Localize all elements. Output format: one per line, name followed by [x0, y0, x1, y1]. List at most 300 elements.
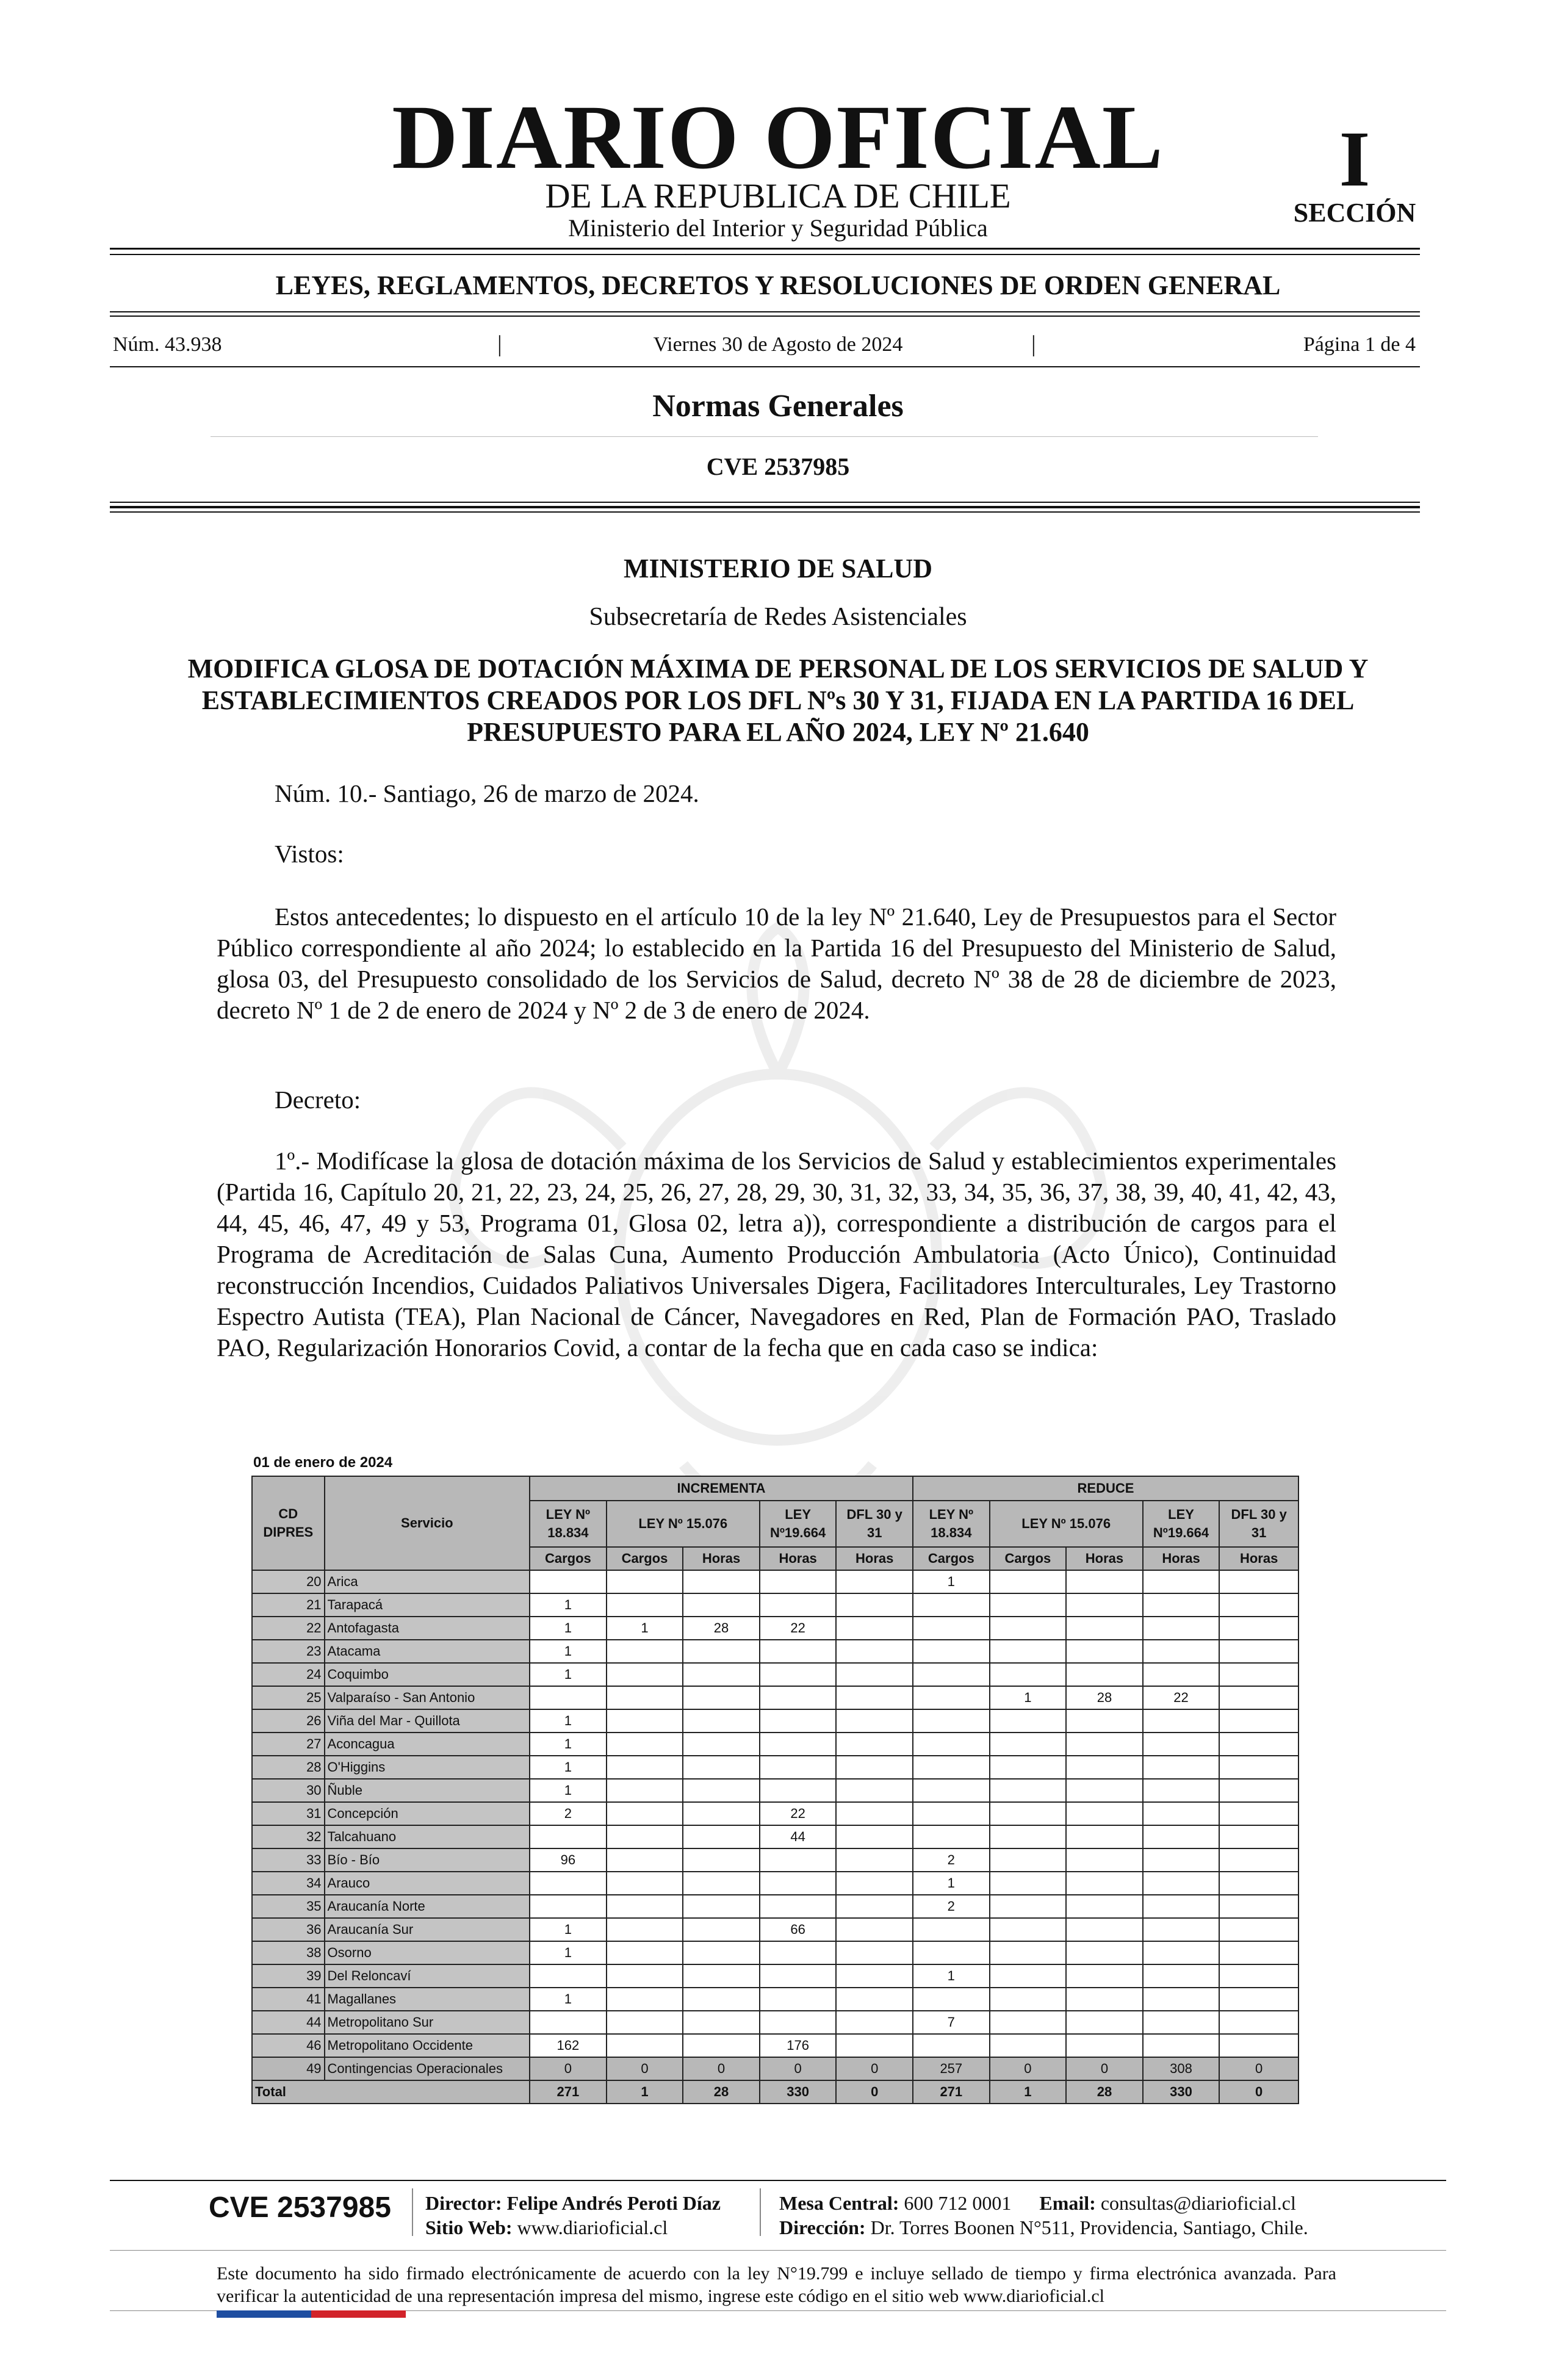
table-row — [252, 1709, 1298, 1733]
cell-value — [1066, 1779, 1143, 1802]
cell-value — [836, 1709, 913, 1733]
cell-value — [1219, 1617, 1298, 1640]
cell-value — [1219, 1802, 1298, 1825]
cell-value — [683, 1848, 760, 1872]
cell-value — [1143, 1802, 1220, 1825]
cell-value — [683, 1593, 760, 1617]
cell-value: 176 — [760, 2034, 837, 2057]
table-row — [252, 1640, 1298, 1663]
cell-value: 1 — [530, 1988, 607, 2011]
cell-value — [1066, 1802, 1143, 1825]
cell-value — [760, 1733, 837, 1756]
cell-value: 1 — [530, 1941, 607, 1964]
cell-value — [1143, 1848, 1220, 1872]
table-body — [252, 1570, 1298, 2104]
cell-value — [760, 1895, 837, 1918]
cell-value: 0 — [990, 2057, 1067, 2080]
masthead-rule-bottom — [110, 254, 1420, 255]
table-row — [252, 1941, 1298, 1964]
vistos-label: Vistos: — [275, 840, 344, 868]
col-servicio: Servicio — [325, 1476, 530, 1570]
email-link[interactable]: consultas@diarioficial.cl — [1100, 2192, 1296, 2214]
cell-value — [1066, 1570, 1143, 1593]
cell-value — [1143, 1593, 1220, 1617]
cell-cd: 32 — [252, 1825, 325, 1848]
cell-value — [760, 1663, 837, 1686]
cell-value — [530, 1825, 607, 1848]
cell-value — [1143, 1779, 1220, 1802]
cell-value — [913, 1825, 990, 1848]
cell-cd: 33 — [252, 1848, 325, 1872]
meta-rule — [110, 366, 1420, 367]
cell-value — [607, 1756, 683, 1779]
cell-cd: 24 — [252, 1663, 325, 1686]
cell-value — [607, 2034, 683, 2057]
cell-value: 1 — [607, 1617, 683, 1640]
address: Dr. Torres Boonen N°511, Providencia, Santiago, Chile. — [870, 2216, 1308, 2238]
cell-value — [1219, 1779, 1298, 1802]
cell-servicio: Coquimbo — [325, 1663, 530, 1686]
cell-value — [836, 1848, 913, 1872]
cell-cd: 39 — [252, 1964, 325, 1988]
cell-value — [1066, 1825, 1143, 1848]
cell-value — [836, 1779, 913, 1802]
ministry-name: MINISTERIO DE SALUD — [623, 554, 933, 583]
cell-value: 1 — [530, 1593, 607, 1617]
cell-servicio: Osorno — [325, 1941, 530, 1964]
law-header: LEY Nº 18.834 — [913, 1501, 990, 1547]
cell-servicio: Ñuble — [325, 1779, 530, 1802]
cell-value — [1066, 1617, 1143, 1640]
cell-value — [836, 2011, 913, 2034]
header-rule-2 — [110, 506, 1420, 508]
cell-value — [607, 1733, 683, 1756]
cell-servicio: Talcahuano — [325, 1825, 530, 1848]
masthead-title: DIARIO OFICIAL — [392, 87, 1164, 188]
cell-value — [836, 1617, 913, 1640]
cell-value: 330 — [760, 2080, 837, 2104]
law-header: DFL 30 y 31 — [836, 1501, 913, 1547]
cell-cd: 28 — [252, 1756, 325, 1779]
cell-value — [683, 1709, 760, 1733]
cell-value — [760, 1988, 837, 2011]
cell-value — [990, 2034, 1067, 2057]
cell-value: 1 — [990, 2080, 1067, 2104]
col-cd-dipres: CD DIPRES — [252, 1476, 325, 1570]
cell-value — [607, 1918, 683, 1941]
cell-value — [1219, 1756, 1298, 1779]
cell-value — [1143, 1617, 1220, 1640]
cell-value — [990, 1802, 1067, 1825]
cell-value — [530, 2011, 607, 2034]
cell-value — [990, 1709, 1067, 1733]
header-rule-1 — [110, 502, 1420, 503]
law-header: LEY Nº 18.834 — [530, 1501, 607, 1547]
category-rule-top — [110, 311, 1420, 312]
cell-value — [990, 2011, 1067, 2034]
cell-value — [836, 1825, 913, 1848]
cell-cd: 27 — [252, 1733, 325, 1756]
cell-value — [1143, 1733, 1220, 1756]
cell-servicio: Antofagasta — [325, 1617, 530, 1640]
issue-number: Núm. 43.938 — [113, 333, 222, 356]
meta-separator: | — [497, 331, 502, 357]
cell-value: 0 — [683, 2057, 760, 2080]
cell-value — [1219, 1895, 1298, 1918]
cell-value — [1219, 1872, 1298, 1895]
cell-value — [1066, 1663, 1143, 1686]
cell-value — [990, 1988, 1067, 2011]
cell-value — [683, 2034, 760, 2057]
cell-value — [990, 1895, 1067, 1918]
document-title: MODIFICA GLOSA DE DOTACIÓN MÁXIMA DE PERSONAL DE LOS SERVICIOS DE SALUD Y ESTABLECIMIENTOS CREADOS POR LOS DFL Nºs 30 Y 31, FIJADA EN LA PARTIDA 16 DEL PRESUPUESTO PARA EL AÑO 2024, LEY Nº 21.640 — [187, 654, 1369, 747]
cell-value — [990, 1941, 1067, 1964]
cell-value — [913, 1686, 990, 1709]
footer-divider — [760, 2188, 761, 2236]
unit-header: Horas — [1066, 1547, 1143, 1570]
cell-value — [1219, 1825, 1298, 1848]
cell-value — [836, 2034, 913, 2057]
cell-value — [607, 2011, 683, 2034]
subsecretaria: Subsecretaría de Redes Asistenciales — [589, 603, 967, 631]
site-link[interactable]: www.diarioficial.cl — [517, 2216, 668, 2238]
cell-value — [683, 1686, 760, 1709]
cell-value — [1066, 1848, 1143, 1872]
cell-value — [990, 1872, 1067, 1895]
cell-value — [683, 1756, 760, 1779]
table-row — [252, 1756, 1298, 1779]
law-header: LEY Nº19.664 — [760, 1501, 837, 1547]
cell-value: 1 — [530, 1709, 607, 1733]
cell-value: 1 — [913, 1570, 990, 1593]
cell-value — [607, 1872, 683, 1895]
cell-value — [836, 1686, 913, 1709]
cell-value — [683, 1825, 760, 1848]
dotacion-table — [251, 1476, 1299, 2104]
cell-value — [607, 1988, 683, 2011]
cell-cd: 23 — [252, 1640, 325, 1663]
cell-value — [1143, 1964, 1220, 1988]
cell-servicio: Viña del Mar - Quillota — [325, 1709, 530, 1733]
cell-value — [990, 1640, 1067, 1663]
cell-value — [1219, 1733, 1298, 1756]
cell-value: 28 — [1066, 1686, 1143, 1709]
cell-value — [913, 1709, 990, 1733]
cell-value — [1066, 1918, 1143, 1941]
cell-value — [1143, 1663, 1220, 1686]
cell-value — [530, 1872, 607, 1895]
unit-header: Cargos — [913, 1547, 990, 1570]
cell-value — [683, 2011, 760, 2034]
article-1: 1º.- Modifícase la glosa de dotación máxima de los Servicios de Salud y establecimientos experimentales (Partida 16, Capítulo 20, 21, 22, 23, 24, 25, 26, 27, 28, 29, 30, 31, 32, 33, 34, 35, 36, 37, 38, 39, 40, 41, 42, 43, 44, 45, 46, 47, 49 y 53, Programa 01, Glosa 02, letra a)), correspondiente a distribución de cargos para el Programa de Acreditación de Salas Cuna, Aumento Producción Ambulatoria (Acto Único), Continuidad reconstrucción Incendios, Cuidados Paliativos Universales Digera, Facilitadores Interculturales, Ley Trastorno Espectro Autista (TEA), Plan Nacional de Cáncer, Navegadores en Red, Plan de Formación PAO, Traslado PAO, Regularización Honorarios Covid, a contar de la fecha que en cada caso se indica: — [217, 1147, 1336, 1361]
cell-value — [836, 1964, 913, 1988]
table-row — [252, 2057, 1298, 2080]
cell-value: 0 — [1219, 2080, 1298, 2104]
cell-cd: 25 — [252, 1686, 325, 1709]
cell-value — [1219, 1941, 1298, 1964]
vistos-text: Estos antecedentes; lo dispuesto en el artículo 10 de la ley Nº 21.640, Ley de Presupuestos para el Sector Público correspondiente al año 2024; lo establecido en la Partida 16 del Presupuesto del Ministerio de Salud, glosa 03, del Presupuesto consolidado de los Servicios de Salud, decreto Nº 38 de 28 de diciembre de 2023, decreto Nº 1 de 2 de enero de 2024 y Nº 2 de 3 de enero de 2024. — [217, 903, 1336, 1024]
cve-code: CVE 2537985 — [706, 453, 850, 480]
cell-value — [683, 1964, 760, 1988]
cell-value — [1143, 2011, 1220, 2034]
cell-cd: 38 — [252, 1941, 325, 1964]
cell-value — [913, 1640, 990, 1663]
mesa-label: Mesa Central: — [779, 2192, 899, 2214]
cell-value — [836, 1756, 913, 1779]
cell-value: 1 — [530, 1918, 607, 1941]
cell-value: 0 — [760, 2057, 837, 2080]
cell-value: 330 — [1143, 2080, 1220, 2104]
cell-value — [836, 1895, 913, 1918]
cell-value — [760, 1709, 837, 1733]
cell-value: 1 — [607, 2080, 683, 2104]
section-label: SECCIÓN — [1293, 198, 1416, 228]
cell-value — [1219, 1640, 1298, 1663]
cell-value — [913, 1988, 990, 2011]
table-row — [252, 1570, 1298, 1593]
cell-value — [1066, 2034, 1143, 2057]
cell-cd: 49 — [252, 2057, 325, 2080]
cell-value — [530, 1895, 607, 1918]
cell-value: 0 — [1219, 2057, 1298, 2080]
cell-value: 271 — [530, 2080, 607, 2104]
director-name: Felipe Andrés Peroti Díaz — [506, 2192, 721, 2214]
cell-value — [760, 1848, 837, 1872]
cell-value — [760, 1593, 837, 1617]
cell-value — [1219, 1663, 1298, 1686]
cell-servicio: Valparaíso - San Antonio — [325, 1686, 530, 1709]
section-heading-rule — [211, 436, 1318, 437]
cell-value — [683, 1640, 760, 1663]
footer-cve-code: CVE 2537985 — [209, 2191, 391, 2224]
unit-header: Horas — [683, 1547, 760, 1570]
cell-value — [1066, 1640, 1143, 1663]
table-row — [252, 1733, 1298, 1756]
table-row — [252, 1779, 1298, 1802]
cell-value: 308 — [1143, 2057, 1220, 2080]
footer-rule-top — [110, 2180, 1446, 2181]
cell-value — [607, 1779, 683, 1802]
table-row — [252, 1964, 1298, 1988]
cell-value — [990, 1779, 1067, 1802]
cell-value — [1143, 1825, 1220, 1848]
cell-value — [1143, 1640, 1220, 1663]
footer-disclaimer: Este documento ha sido firmado electrónicamente de acuerdo con la ley N°19.799 e incluye sellado de tiempo y firma electrónica avanzada. Para verificar la autenticidad de una representación impresa del mismo, ingrese este código en el sitio web www.diarioficial.cl — [217, 2263, 1336, 2306]
table-row — [252, 1872, 1298, 1895]
cell-value — [1143, 1756, 1220, 1779]
cell-value: 0 — [836, 2057, 913, 2080]
cell-value — [1066, 1872, 1143, 1895]
cell-value — [990, 1663, 1067, 1686]
cell-value — [760, 1964, 837, 1988]
cell-value: 22 — [760, 1802, 837, 1825]
cell-value: 1 — [530, 1756, 607, 1779]
cell-value: 0 — [530, 2057, 607, 2080]
cell-servicio: Atacama — [325, 1640, 530, 1663]
cell-value — [990, 1848, 1067, 1872]
table-row — [252, 1593, 1298, 1617]
cell-value — [530, 1570, 607, 1593]
cell-cd: 31 — [252, 1802, 325, 1825]
cell-servicio: Metropolitano Occidente — [325, 2034, 530, 2057]
cell-cd: 44 — [252, 2011, 325, 2034]
cell-value — [1143, 1895, 1220, 1918]
cell-value — [683, 1895, 760, 1918]
category-rule-bottom — [110, 316, 1420, 317]
cell-value: 1 — [530, 1733, 607, 1756]
group-reduce: REDUCE — [913, 1476, 1298, 1501]
cell-value: 1 — [530, 1617, 607, 1640]
cell-value — [1143, 1941, 1220, 1964]
cell-value — [1066, 1733, 1143, 1756]
decree-number-line: Núm. 10.- Santiago, 26 de marzo de 2024. — [275, 779, 699, 807]
cell-value: 22 — [760, 1617, 837, 1640]
unit-header: Cargos — [607, 1547, 683, 1570]
cell-value — [683, 1918, 760, 1941]
cell-value: 0 — [607, 2057, 683, 2080]
cell-servicio: Concepción — [325, 1802, 530, 1825]
masthead-ministry: Ministerio del Interior y Seguridad Pública — [568, 214, 988, 242]
table-row — [252, 1895, 1298, 1918]
decreto-label: Decreto: — [275, 1086, 361, 1114]
table-row — [252, 1686, 1298, 1709]
cell-value — [990, 1617, 1067, 1640]
cell-value — [760, 1779, 837, 1802]
cell-value — [913, 1802, 990, 1825]
cell-value — [836, 1570, 913, 1593]
cell-value — [1066, 2011, 1143, 2034]
unit-header: Horas — [1219, 1547, 1298, 1570]
cell-value — [607, 1941, 683, 1964]
cell-value — [990, 1570, 1067, 1593]
cell-value — [683, 1779, 760, 1802]
group-incrementa: INCREMENTA — [530, 1476, 913, 1501]
cell-value — [607, 1570, 683, 1593]
cell-value — [1066, 1895, 1143, 1918]
cell-value — [913, 1617, 990, 1640]
cell-value: 2 — [913, 1895, 990, 1918]
law-header: DFL 30 y 31 — [1219, 1501, 1298, 1547]
cell-cd: 46 — [252, 2034, 325, 2057]
cell-value — [1219, 1593, 1298, 1617]
flag-stripe-red — [311, 2310, 406, 2318]
cell-value — [607, 1640, 683, 1663]
cell-servicio: Araucanía Sur — [325, 1918, 530, 1941]
cell-value: 66 — [760, 1918, 837, 1941]
law-header: LEY Nº 15.076 — [607, 1501, 760, 1547]
cell-value — [683, 1663, 760, 1686]
cell-servicio: Del Reloncaví — [325, 1964, 530, 1988]
cell-cd: 21 — [252, 1593, 325, 1617]
cell-value: 1 — [530, 1663, 607, 1686]
cell-value — [683, 1570, 760, 1593]
cell-servicio: Bío - Bío — [325, 1848, 530, 1872]
cell-value — [683, 1988, 760, 2011]
law-header: LEY Nº 15.076 — [990, 1501, 1143, 1547]
cell-value: 271 — [913, 2080, 990, 2104]
footer-rule-mid — [110, 2250, 1446, 2251]
cell-value — [1219, 2034, 1298, 2057]
cell-value: 2 — [913, 1848, 990, 1872]
cell-value — [683, 1733, 760, 1756]
unit-header: Horas — [760, 1547, 837, 1570]
table-row — [252, 1617, 1298, 1640]
cell-value — [530, 1686, 607, 1709]
director-label: Director: — [425, 2192, 502, 2214]
cell-value — [1066, 1941, 1143, 1964]
table-row — [252, 1988, 1298, 2011]
cell-value: 44 — [760, 1825, 837, 1848]
table-row — [252, 1663, 1298, 1686]
page-indicator: Página 1 de 4 — [1303, 333, 1416, 356]
issue-date: Viernes 30 de Agosto de 2024 — [653, 333, 903, 356]
cell-value — [530, 1964, 607, 1988]
cell-value: 96 — [530, 1848, 607, 1872]
cell-cd: 22 — [252, 1617, 325, 1640]
cell-value — [913, 1941, 990, 1964]
table-row — [252, 1825, 1298, 1848]
cell-value — [607, 1848, 683, 1872]
table-total-row — [252, 2080, 1298, 2104]
cell-servicio: Araucanía Norte — [325, 1895, 530, 1918]
table-row — [252, 1802, 1298, 1825]
cell-value: 1 — [990, 1686, 1067, 1709]
cell-value — [913, 1779, 990, 1802]
table-row — [252, 2034, 1298, 2057]
cell-value — [990, 1825, 1067, 1848]
cell-value — [836, 1988, 913, 2011]
cell-value: 28 — [1066, 2080, 1143, 2104]
cell-servicio: Magallanes — [325, 1988, 530, 2011]
cell-value: 28 — [683, 2080, 760, 2104]
unit-header: Horas — [836, 1547, 913, 1570]
cell-value — [607, 1709, 683, 1733]
cell-value — [1219, 1686, 1298, 1709]
cell-value — [1143, 1988, 1220, 2011]
site-label: Sitio Web: — [425, 2216, 513, 2238]
cell-value — [1066, 1709, 1143, 1733]
cell-value — [607, 1895, 683, 1918]
law-header: LEY Nº19.664 — [1143, 1501, 1220, 1547]
cell-value — [1143, 1918, 1220, 1941]
cell-value — [607, 1825, 683, 1848]
cell-value — [836, 1663, 913, 1686]
cell-value — [1219, 1918, 1298, 1941]
cell-value: 7 — [913, 2011, 990, 2034]
cell-value: 162 — [530, 2034, 607, 2057]
cell-value: 257 — [913, 2057, 990, 2080]
cell-value — [1066, 1964, 1143, 1988]
address-label: Dirección: — [779, 2216, 866, 2238]
cell-value — [760, 1756, 837, 1779]
cell-value — [760, 1640, 837, 1663]
cell-value — [607, 1964, 683, 1988]
cell-value — [836, 1941, 913, 1964]
cell-value — [1219, 1964, 1298, 1988]
cell-value — [760, 1686, 837, 1709]
cell-value — [1143, 1570, 1220, 1593]
cell-value: 1 — [913, 1964, 990, 1988]
masthead-rule-top — [110, 248, 1420, 250]
cell-servicio: O'Higgins — [325, 1756, 530, 1779]
cell-value — [760, 2011, 837, 2034]
cell-value — [607, 1802, 683, 1825]
cell-value — [683, 1872, 760, 1895]
cell-servicio: Total — [252, 2080, 530, 2104]
footer-divider — [412, 2188, 413, 2236]
cell-cd: 36 — [252, 1918, 325, 1941]
unit-header: Horas — [1143, 1547, 1220, 1570]
